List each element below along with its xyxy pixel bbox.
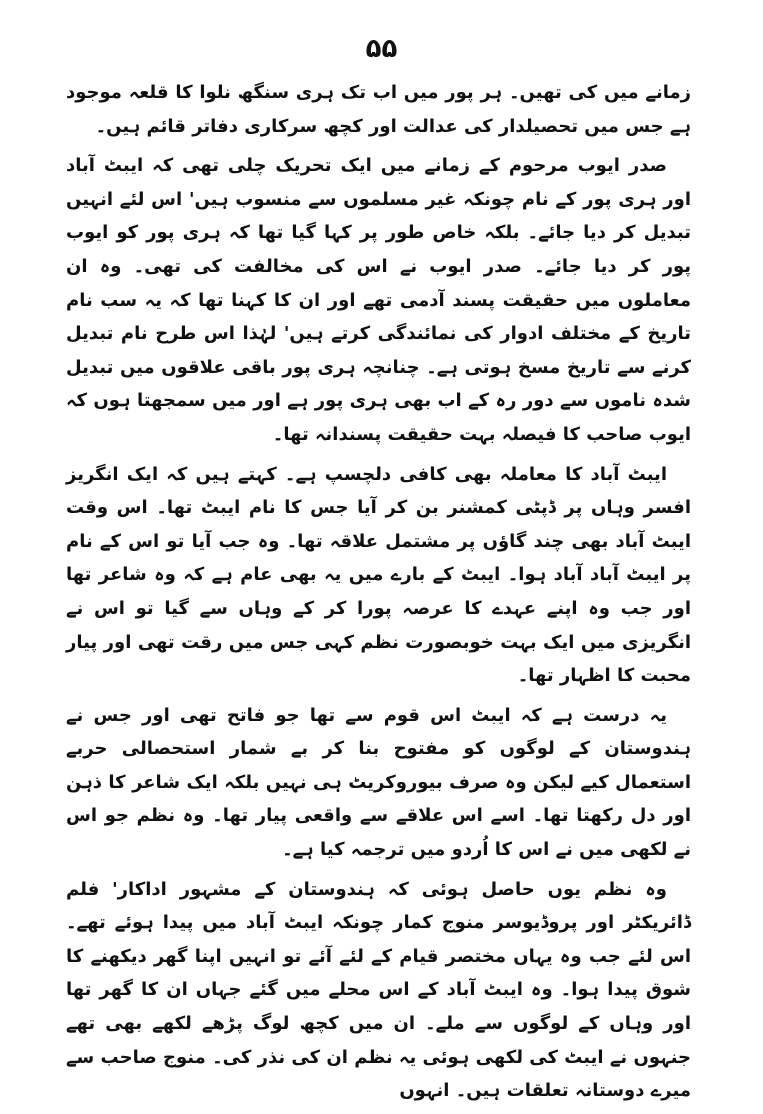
body-text xyxy=(66,76,691,1114)
paragraph: وہ نظم یوں حاصل ہوئی کہ ہندوستان کے مشہور اداکار' فلم ڈائریکٹر اور پروڈیوسر منوج کمار چونکہ ایبٹ آباد میں پیدا ہوئے تھے۔ اس لئے جب وہ یہاں مختصر قیام کے لئے آئے تو انہیں اپنا گھر دیکھنے کا شوق پیدا ہوا۔ وہ ایبٹ آباد کے اس محلے میں گئے جہاں ان کا گھر تھا اور وہاں کے لوگوں سے ملے۔ ان میں کچھ لوگ پڑھے لکھے بھی تھے جنہوں نے ایبٹ کی لکھی ہوئی یہ نظم ان کی نذر کی۔ منوج صاحب سے میرے دوستانہ تعلقات ہیں۔ انہوں xyxy=(66,878,691,1102)
paragraph: صدر ایوب مرحوم کے زمانے میں ایک تحریک چلی تھی کہ ایبٹ آباد اور ہری پور کے نام چونکہ غیر مسلموں سے منسوب ہیں' اس لئے انہیں تبدیل کر دیا جائے۔ بلکہ خاص طور پر کہا گیا تھا کہ ہری پور کو ایوب پور کر دیا جائے۔ صدر ایوب نے اس کی مخالفت کی تھی۔ وہ ان معاملوں میں حقیقت پسند آدمی تھے اور ان کا کہنا تھا کہ یہ سب نام تاریخ کے مختلف ادوار کی نمائندگی کرتے ہیں' لہٰذا اس طرح نام تبدیل کرنے سے تاریخ مسخ ہوتی ہے۔ چنانچہ ہری پور باقی علاقوں میں تبدیل شدہ ناموں سے دور رہ کے اب بھی ہری پور ہے اور میں سمجھتا ہوں کہ ایوب صاحب کا فیصلہ بہت حقیقت پسندانہ تھا۔ xyxy=(66,155,691,445)
paragraph: یہ درست ہے کہ ایبٹ اس قوم سے تھا جو فاتح تھی اور جس نے ہندوستان کے لوگوں کو مفتوح بنا کر بے شمار استحصالی حربے استعمال کیے لیکن وہ صرف بیوروکریٹ ہی نہیں بلکہ ایک شاعر کا ذہن اور دل رکھتا تھا۔ اسے اس علاقے سے واقعی پیار تھا۔ وہ نظم جو اس نے لکھی میں نے اس کا اُردو میں ترجمہ کیا ہے۔ xyxy=(66,704,691,861)
page-number: ۵۵ xyxy=(365,34,398,64)
paragraph: ایبٹ آباد کا معاملہ بھی کافی دلچسپ ہے۔ کہتے ہیں کہ ایک انگریز افسر وہاں پر ڈپٹی کمشنر بن کر آیا جس کا نام ایبٹ تھا۔ اس وقت ایبٹ آباد بھی چند گاؤں پر مشتمل علاقہ تھا۔ وہ جب آیا تو اس کے نام پر ایبٹ آباد آباد ہوا۔ ایبٹ کے بارے میں یہ بھی عام ہے کہ وہ شاعر تھا اور جب وہ اپنے عہدے کا عرصہ پورا کر کے وہاں سے گیا تو اس نے انگریزی میں ایک بہت خوبصورت نظم کہی جس میں رقت تھی اور پیار محبت کا اظہار تھا۔ xyxy=(66,463,691,687)
paragraph: زمانے میں کی تھیں۔ ہر پور میں اب تک ہری سنگھ نلوا کا قلعہ موجود ہے جس میں تحصیلدار کی عدالت اور کچھ سرکاری دفاتر قائم ہیں۔ xyxy=(66,82,691,137)
